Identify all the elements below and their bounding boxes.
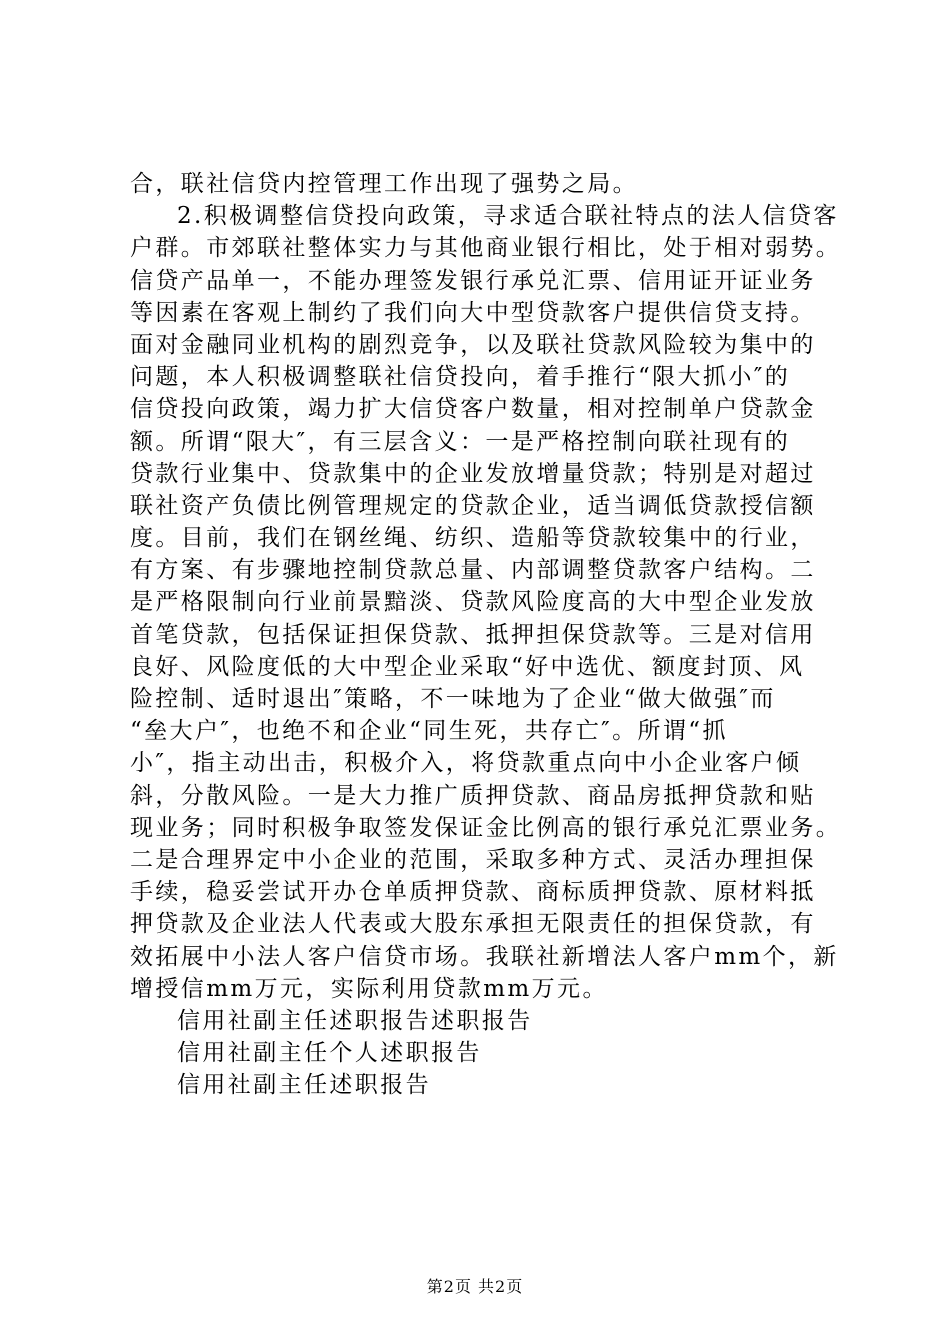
- body-line: 合，联社信贷内控管理工作出现了强势之局。: [130, 171, 638, 197]
- body-line: 信贷投向政策，竭力扩大信贷客户数量，相对控制单户贷款金: [130, 396, 816, 423]
- body-line: 首笔贷款，包括保证担保贷款、抵押担保贷款等。三是对信用: [130, 621, 816, 648]
- body-line: 增授信mm万元，实际利用贷款mm万元。: [130, 975, 608, 1002]
- body-line: 信贷产品单一，不能办理签发银行承兑汇票、信用证开证业务: [130, 267, 816, 294]
- body-line: 现业务；同时积极争取签发保证金比例高的银行承兑汇票业务。: [130, 814, 842, 841]
- page-number: 第2页 共2页: [426, 1277, 524, 1296]
- page-footer: [0, 1274, 950, 1297]
- body-line: 户群。市郊联社整体实力与其他商业银行相比，处于相对弱势。: [130, 235, 842, 262]
- body-line: 额。所谓“限大″，有三层含义：一是严格控制向联社现有的: [130, 428, 791, 455]
- body-line: 联社资产负债比例管理规定的贷款企业，适当调低贷款授信额: [130, 492, 816, 519]
- body-line: 度。目前，我们在钢丝绳、纺织、造船等贷款较集中的行业，: [130, 525, 816, 552]
- related-title: 信用社副主任述职报告: [177, 1072, 431, 1099]
- body-line: 险控制、适时退出″策略，不一味地为了企业“做大做强″而: [130, 686, 776, 712]
- body-line: 小″，指主动出击，积极介入，将贷款重点向中小企业客户倾: [130, 750, 802, 777]
- related-title: 信用社副主任述职报告述职报告: [177, 1007, 533, 1034]
- body-line: 押贷款及企业法人代表或大股东承担无限责任的担保贷款，有: [130, 911, 816, 938]
- body-line: 良好、风险度低的大中型企业采取“好中选优、额度封顶、风: [130, 653, 805, 680]
- related-title: 信用社副主任个人述职报告: [177, 1040, 482, 1067]
- body-line: 有方案、有步骤地控制贷款总量、内部调整贷款客户结构。二: [130, 557, 816, 584]
- body-line: “垒大户″，也绝不和企业“同生死，共存亡″。所谓“抓: [130, 718, 728, 745]
- body-line: 面对金融同业机构的剧烈竞争，以及联社贷款风险较为集中的: [130, 331, 816, 358]
- body-line: 问题，本人积极调整联社信贷投向，着手推行“限大抓小″的: [130, 364, 791, 391]
- body-line: 是严格限制向行业前景黯淡、贷款风险度高的大中型企业发放: [130, 589, 816, 616]
- body-line: 斜，分散风险。一是大力推广质押贷款、商品房抵押贷款和贴: [130, 782, 816, 809]
- body-line: 效拓展中小法人客户信贷市场。我联社新增法人客户mm个，新: [130, 943, 839, 970]
- body-line: 二是合理界定中小企业的范围，采取多种方式、灵活办理担保: [130, 846, 816, 873]
- body-line: 等因素在客观上制约了我们向大中型贷款客户提供信贷支持。: [130, 299, 816, 326]
- document-body: [130, 168, 842, 1101]
- body-line: 2.积极调整信贷投向政策，寻求适合联社特点的法人信贷客: [177, 203, 839, 230]
- body-line: 贷款行业集中、贷款集中的企业发放增量贷款；特别是对超过: [130, 460, 816, 487]
- body-line: 手续，稳妥尝试开办仓单质押贷款、商标质押贷款、原材料抵: [130, 879, 816, 906]
